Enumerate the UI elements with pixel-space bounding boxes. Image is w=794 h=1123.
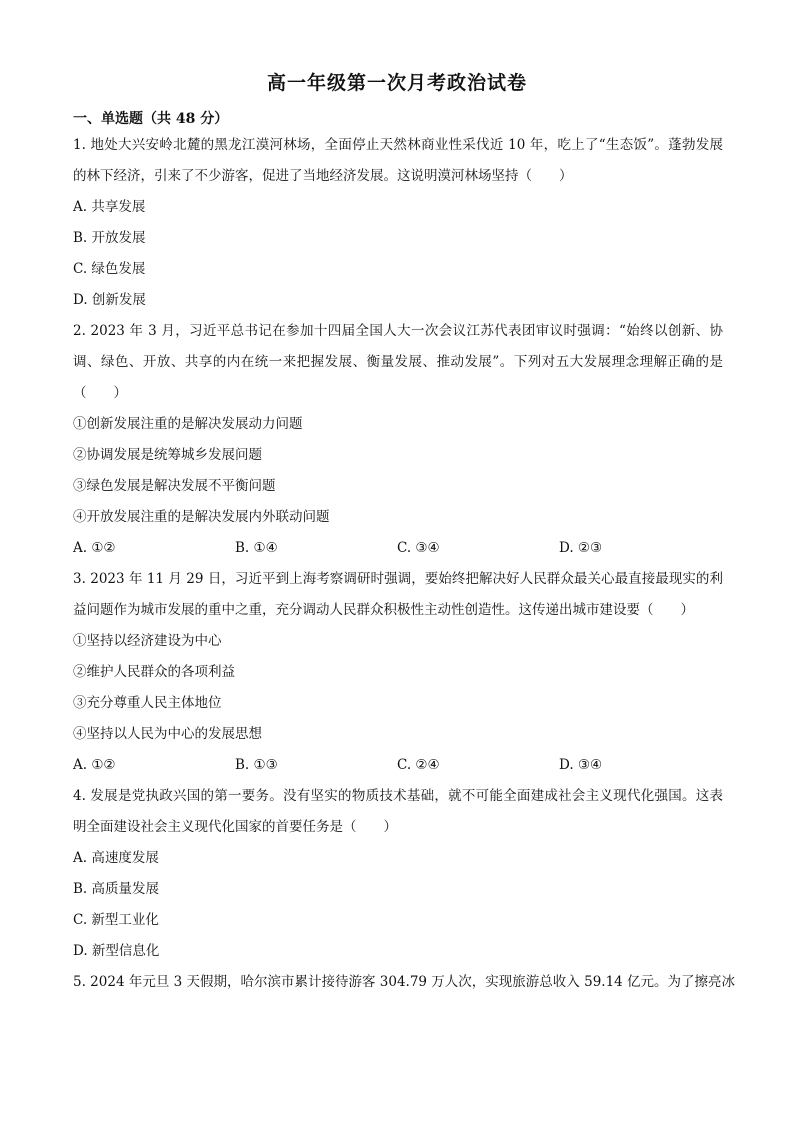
statement-4: ④坚持以人民为中心的发展思想 bbox=[73, 726, 262, 742]
question-list bbox=[73, 130, 736, 998]
option-c: C. ③④ bbox=[397, 540, 440, 556]
question-stem: 4. 发展是党执政兴国的第一要务。没有坚实的物质技术基础，就不可能全面建成社会主义现代化强国。这表明全面建设社会主义现代化国家的首要任务是（ ） bbox=[73, 788, 723, 835]
option-d: D. 新型信息化 bbox=[73, 943, 160, 959]
option-d: D. 创新发展 bbox=[73, 292, 146, 308]
question-4 bbox=[73, 781, 723, 967]
option-b: B. ①③ bbox=[235, 757, 278, 773]
statement-1: ①创新发展注重的是解决发展动力问题 bbox=[73, 416, 303, 432]
option-a: A. 高速度发展 bbox=[73, 850, 159, 866]
question-stem: 2. 2023 年 3 月，习近平总书记在参加十四届全国人大一次会议江苏代表团审议时强调：“始终以创新、协调、绿色、开放、共享的内在统一来把握发展、衡量发展、推动发展”。下列对五大发展理念理解正确的是（ ） bbox=[73, 323, 723, 401]
page-title: 高一年级第一次月考政治试卷 bbox=[266, 72, 527, 94]
option-d: D. ③④ bbox=[559, 757, 603, 773]
question-3 bbox=[73, 564, 723, 781]
option-b: B. ①④ bbox=[235, 540, 278, 556]
statement-2: ②协调发展是统筹城乡发展问题 bbox=[73, 447, 262, 463]
option-row bbox=[73, 533, 723, 564]
question-stem: 5. 2024 年元旦 3 天假期，哈尔滨市累计接待游客 304.79 万人次，实现旅游总收入 59.14 亿元。为了擦亮冰 bbox=[73, 974, 736, 990]
statement-2: ②维护人民群众的各项利益 bbox=[73, 664, 235, 680]
question-stem: 3. 2023 年 11 月 29 日，习近平到上海考察调研时强调，要始终把解决好人民群众最关心最直接最现实的利益问题作为城市发展的重中之重，充分调动人民群众积极性主动性创造性。这传递出城市建设要（ ） bbox=[73, 571, 723, 618]
statement-1: ①坚持以经济建设为中心 bbox=[73, 633, 222, 649]
question-2 bbox=[73, 316, 723, 564]
statement-3: ③绿色发展是解决发展不平衡问题 bbox=[73, 478, 276, 494]
option-a: A. ①② bbox=[73, 540, 116, 556]
section-heading: 一、单选题（共 48 分） bbox=[73, 111, 229, 127]
option-b: B. 高质量发展 bbox=[73, 881, 160, 897]
option-a: A. ①② bbox=[73, 757, 116, 773]
option-c: C. ②④ bbox=[397, 757, 440, 773]
statement-3: ③充分尊重人民主体地位 bbox=[73, 695, 222, 711]
option-b: B. 开放发展 bbox=[73, 230, 146, 246]
statement-4: ④开放发展注重的是解决发展内外联动问题 bbox=[73, 509, 330, 525]
option-d: D. ②③ bbox=[559, 540, 603, 556]
option-row bbox=[73, 750, 723, 781]
option-c: C. 新型工业化 bbox=[73, 912, 159, 928]
question-1 bbox=[73, 130, 723, 316]
question-stem: 1. 地处大兴安岭北麓的黑龙江漠河林场，全面停止天然林商业性采伐近 10 年，吃上了“生态饭”。蓬勃发展的林下经济，引来了不少游客，促进了当地经济发展。这说明漠河林场坚持（ ） bbox=[73, 137, 723, 184]
option-a: A. 共享发展 bbox=[73, 199, 146, 215]
question-5 bbox=[73, 967, 736, 998]
option-c: C. 绿色发展 bbox=[73, 261, 146, 277]
